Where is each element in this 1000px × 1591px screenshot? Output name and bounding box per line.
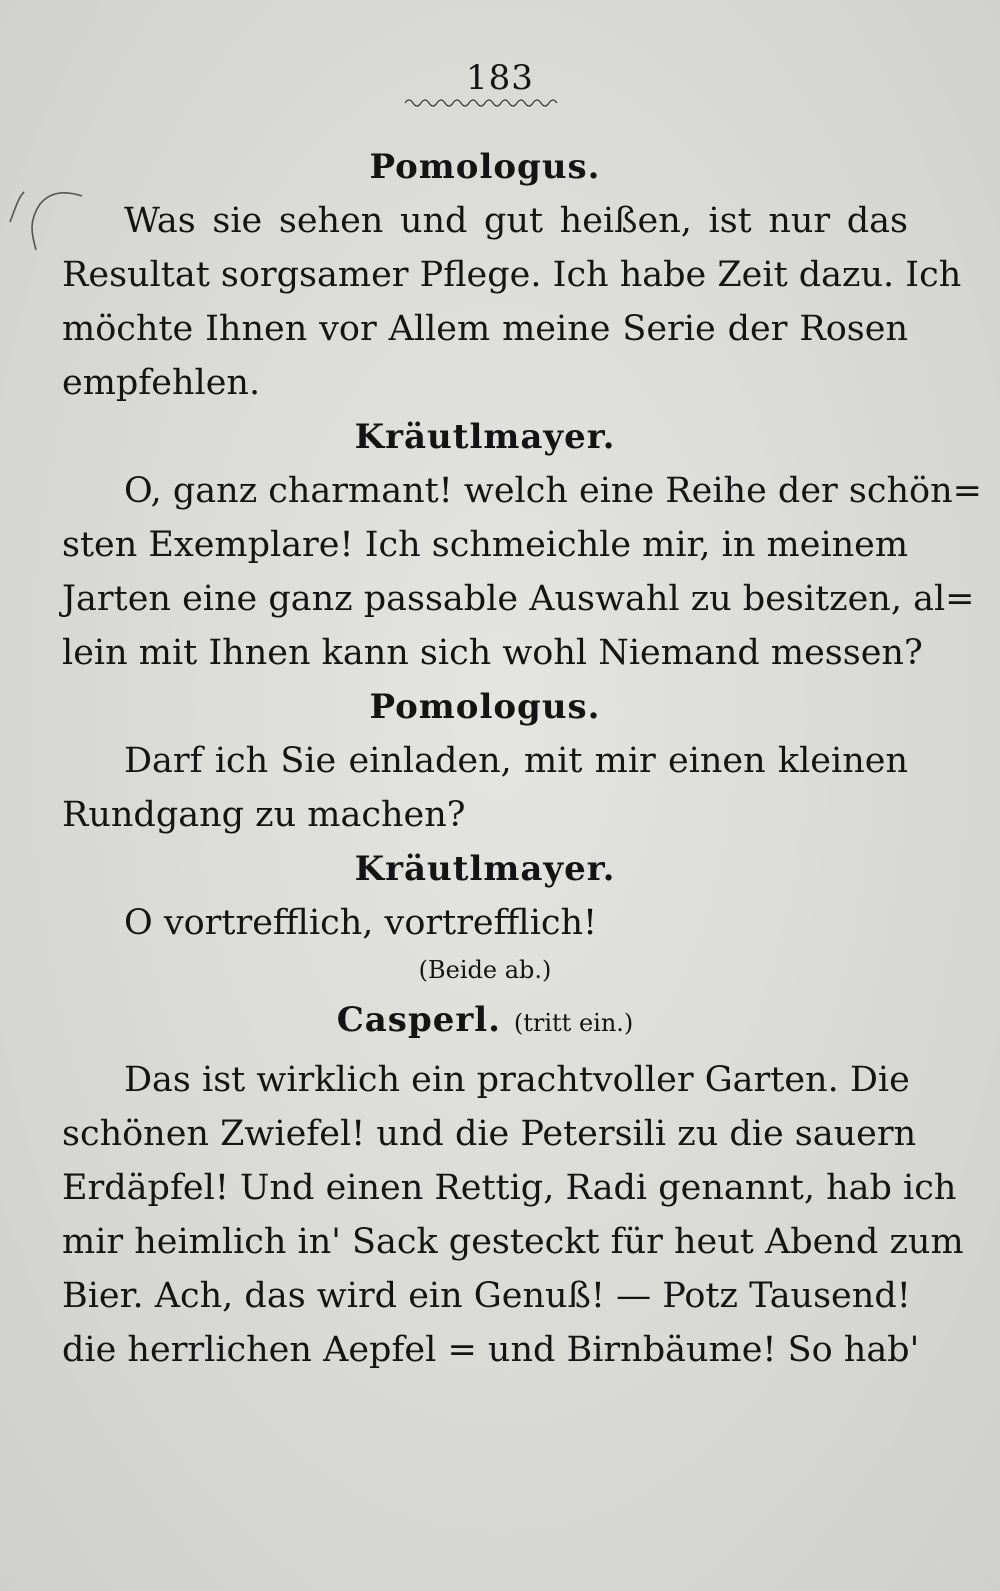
- dialogue-paragraph: [62, 194, 962, 410]
- dialogue-paragraph: [62, 1053, 964, 1377]
- page-number: 183: [466, 58, 534, 98]
- text-line: schönen Zwiefel! und die Petersili zu die sauern: [62, 1114, 917, 1154]
- wavy-rule-ornament: [405, 96, 560, 110]
- text-line: die herrlichen Aepfel = und Birnbäume! So hab': [62, 1330, 920, 1370]
- page-body: [62, 140, 982, 1377]
- speaker-name: [62, 842, 908, 896]
- text-line: mir heimlich in' Sack gesteckt für heut Abend zum: [62, 1222, 964, 1262]
- text-line: O, ganz charmant! welch eine Reihe der schön=: [124, 471, 982, 511]
- dialogue-paragraph: [62, 464, 982, 680]
- text-line: lein mit Ihnen kann sich wohl Niemand messen?: [62, 633, 923, 673]
- speaker-label: Pomologus.: [369, 687, 601, 727]
- text-line: Das ist wirklich ein prachtvoller Garten. Die: [124, 1060, 910, 1100]
- text-line: Jarten eine ganz passable Auswahl zu besitzen, al=: [62, 579, 975, 619]
- dialogue-paragraph: [62, 734, 908, 842]
- stage-direction: (Beide ab.): [418, 956, 552, 984]
- speaker-label: Pomologus.: [369, 147, 601, 187]
- speaker-label: Kräutlmayer.: [354, 417, 616, 457]
- dialogue-paragraph: [62, 896, 908, 950]
- text-line: Rundgang zu machen?: [62, 795, 466, 835]
- text-line: sten Exemplare! Ich schmeichle mir, in meinem: [62, 525, 909, 565]
- speaker-label: Casperl.: [336, 1000, 502, 1040]
- text-line: Was sie sehen und gut heißen, ist nur das: [124, 201, 908, 241]
- text-line: Bier. Ach, das wird ein Genuß! — Potz Tausend!: [62, 1276, 911, 1316]
- speaker-label: Kräutlmayer.: [354, 849, 616, 889]
- speaker-name: [62, 680, 908, 734]
- speaker-name: [62, 410, 908, 464]
- text-line: O vortrefflich, vortrefflich!: [124, 903, 598, 943]
- text-line: Resultat sorgsamer Pflege. Ich habe Zeit dazu. Ich: [62, 255, 962, 295]
- text-line: Erdäpfel! Und einen Rettig, Radi genannt, hab ich: [62, 1168, 957, 1208]
- text-line: empfehlen.: [62, 363, 261, 403]
- speaker-name: [62, 140, 908, 194]
- speaker-name: [62, 990, 908, 1053]
- text-line: möchte Ihnen vor Allem meine Serie der Rosen: [62, 309, 908, 349]
- stage-direction: (tritt ein.): [513, 1009, 634, 1037]
- text-line: Darf ich Sie einladen, mit mir einen kleinen: [124, 741, 908, 781]
